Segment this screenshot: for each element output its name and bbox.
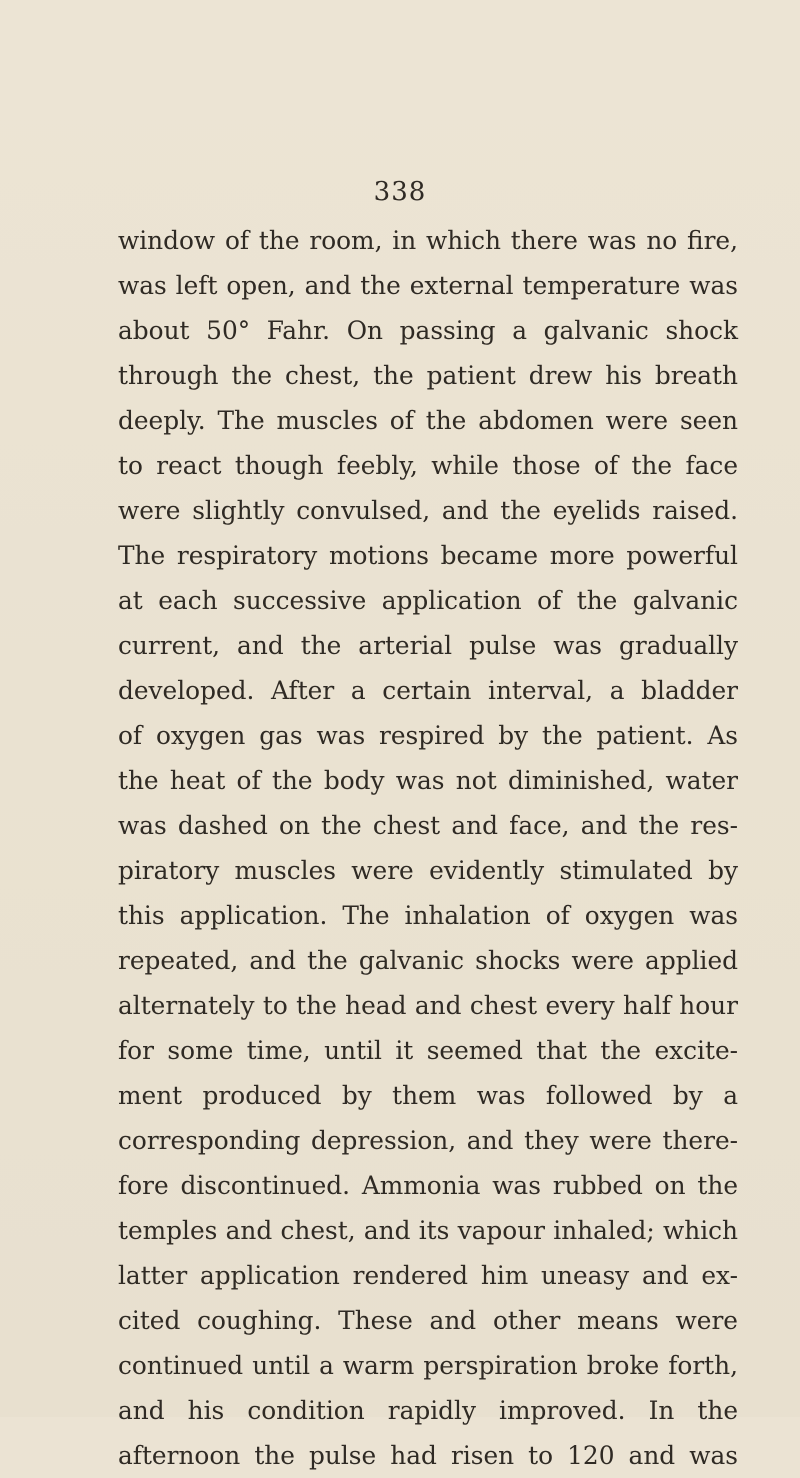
text-line: alternately to the head and chest every half hour [118, 991, 738, 1020]
text-line: was dashed on the chest and face, and the res- [118, 811, 738, 840]
page-number: 338 [373, 177, 427, 207]
text-line: the heat of the body was not diminished, water [118, 766, 738, 795]
text-line: piratory muscles were evidently stimulated by [118, 856, 738, 885]
text-line: through the chest, the patient drew his breath [118, 361, 738, 390]
text-line: to react though feebly, while those of the face [118, 451, 738, 480]
text-line: about 50° Fahr. On passing a galvanic shock [118, 316, 738, 345]
text-line: and his condition rapidly improved. In the [118, 1396, 738, 1425]
text-line: developed. After a certain interval, a bladder [118, 676, 738, 705]
text-line: was left open, and the external temperature was [118, 271, 738, 300]
text-line: fore discontinued. Ammonia was rubbed on the [118, 1171, 738, 1200]
text-line: afternoon the pulse had risen to 120 and was [118, 1441, 738, 1470]
text-line: deeply. The muscles of the abdomen were seen [118, 406, 738, 435]
text-line: of oxygen gas was respired by the patient. As [118, 721, 738, 750]
text-line: temples and chest, and its vapour inhaled; which [118, 1216, 738, 1245]
text-line: current, and the arterial pulse was gradually [118, 631, 738, 660]
body-text [118, 218, 738, 1478]
text-line: corresponding depression, and they were there- [118, 1126, 738, 1155]
text-line: cited coughing. These and other means were [118, 1306, 738, 1335]
text-line: for some time, until it seemed that the excite- [118, 1036, 738, 1065]
text-line: at each successive application of the galvanic [118, 586, 738, 615]
text-line: ment produced by them was followed by a [118, 1081, 738, 1110]
text-line: continued until a warm perspiration broke forth, [118, 1351, 738, 1380]
text-line: repeated, and the galvanic shocks were applied [118, 946, 738, 975]
text-line: window of the room, in which there was no fire, [118, 226, 738, 255]
text-line: were slightly convulsed, and the eyelids raised. [118, 496, 738, 525]
text-line: latter application rendered him uneasy and ex- [118, 1261, 738, 1290]
text-line: The respiratory motions became more powerful [118, 541, 738, 570]
text-line: this application. The inhalation of oxygen was [118, 901, 738, 930]
